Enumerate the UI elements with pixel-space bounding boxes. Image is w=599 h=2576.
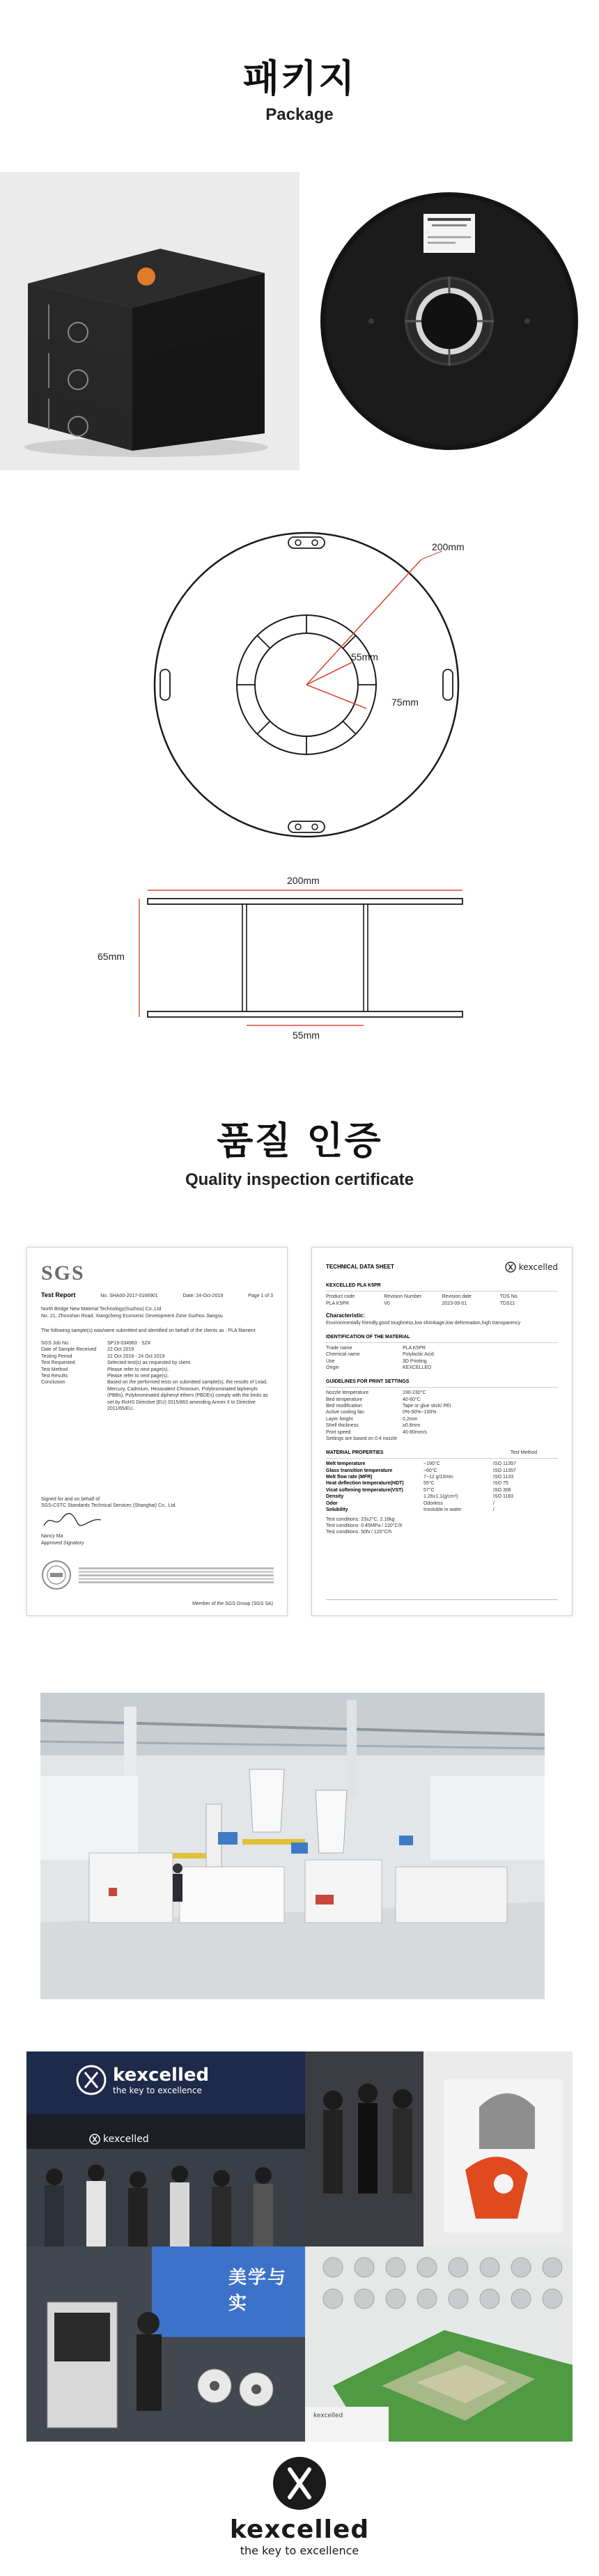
print-key: Active cooling fan (326, 1410, 364, 1415)
prop-key: Odor (326, 1500, 338, 1506)
props-head: Test Method (510, 1450, 537, 1455)
filament-spool-illustration (300, 172, 599, 470)
props-title: MATERIAL PROPERTIES (326, 1450, 384, 1455)
print-value: 0%-50%~100% (403, 1410, 437, 1415)
prop-method: ISO 306 (493, 1487, 511, 1493)
print-key: Shell thickness (326, 1423, 359, 1429)
prop-method: ISO 11357 (493, 1468, 516, 1473)
expo-collage (26, 2051, 573, 2442)
field-key: Conclusion (41, 1380, 65, 1386)
tds-table-head: TDS No. (499, 1294, 519, 1300)
expo-banner-brand: kexcelled (113, 2065, 210, 2086)
report-number: No. SHA00-2017-0166901 (100, 1294, 158, 1298)
inner-ring-label: 75mm (391, 697, 419, 708)
sgs-test-report (26, 1247, 288, 1616)
expo-banner-tag: the key to excellence (113, 2086, 202, 2095)
product-display-illustration (305, 2051, 573, 2247)
prop-method: ISO 1183 (493, 1494, 514, 1500)
prop-method: / (493, 1507, 495, 1513)
sgs-footer-note: Member of the SGS Group (SGS SA) (192, 1601, 273, 1606)
field-value: 22 Oct 2019 - 24 Oct 2019 (107, 1353, 165, 1359)
tds-table-cell: V0 (384, 1301, 390, 1306)
prop-key: Melt temperature (326, 1461, 366, 1467)
field-key: Test Results (41, 1373, 68, 1379)
prop-value: Odorless (423, 1500, 444, 1506)
prop-method: ISO 75 (493, 1481, 508, 1487)
spool-front-diagram (132, 526, 495, 860)
stacked-boxes-photo (0, 172, 300, 470)
tds-brand-word: kexcelled (518, 1262, 558, 1272)
company-line: No. 21, Zhoushan Road, Xiangcheng Economic Development Zone Suzhou Jiangsu (41, 1313, 223, 1319)
ident-title: IDENTIFICATION OF THE MATERIAL (326, 1334, 410, 1340)
print-value: Tape or glue stick/ PEI (403, 1404, 451, 1409)
expo-wall-text: 美学与实 (228, 2267, 288, 2314)
package-title-block (0, 49, 599, 125)
hub-diameter-label: 55mm (351, 651, 378, 662)
ident-key: Trade name (326, 1345, 352, 1351)
ident-key: Use (326, 1358, 335, 1364)
field-key: Testing Period (41, 1353, 72, 1359)
kexcelled-logo-icon (75, 2064, 107, 2096)
booth-brand-word: kexcelled (103, 2134, 149, 2145)
signatory-name: Nancy Ma (41, 1534, 63, 1539)
print-value: 40-80mm/s (403, 1429, 428, 1435)
prop-method: / (493, 1500, 495, 1506)
tds-note: Test conditions: 23±2°C, 2.16kg (326, 1516, 395, 1522)
spool-photo (300, 172, 599, 470)
sgs-seal-icon (41, 1560, 72, 1590)
kexcelled-logo-icon (505, 1262, 516, 1273)
prop-value: 7~12 g/10min (423, 1474, 453, 1480)
footer-brand-wordmark: kexcelled (229, 2515, 370, 2544)
report-date: Date: 24-Oct-2019 (182, 1294, 224, 1298)
prop-value: 1.26±1.1(g/cm³) (423, 1494, 458, 1500)
tds-table-cell: TDS11 (499, 1301, 515, 1306)
print-value: ≥0.8mm (403, 1423, 421, 1429)
expo-product-display-photo (305, 2051, 573, 2247)
spool-front-dimension-drawing (132, 526, 495, 860)
prop-key: Vicat softening temperature(VST) (326, 1487, 403, 1493)
ident-key: Origin (326, 1365, 339, 1371)
tds-table-head: Revision date (442, 1294, 472, 1300)
field-value: SP19-034963 - SZ# (107, 1340, 150, 1346)
footer-brand-tagline: the key to excellence (240, 2544, 359, 2557)
stacked-boxes-illustration (0, 172, 300, 470)
print-key: Print speed (326, 1429, 351, 1435)
tds-note: Test conditions: 50N / 120°C/h (326, 1530, 392, 1535)
factory-illustration (40, 1693, 545, 1999)
prop-key: Melt flow rate (MFR) (326, 1474, 373, 1480)
tds-table-cell: 2023-09-01 (442, 1301, 467, 1306)
expo-booth-crowd-photo (26, 2051, 305, 2247)
prop-key: Density (326, 1494, 344, 1500)
tds-note: Test conditions: 0.45MPa / 120°C/h (326, 1523, 403, 1529)
print-key: Bed temperature (326, 1397, 363, 1402)
prop-value: ~60°C (423, 1468, 437, 1473)
characteristic-title: Characteristic: (326, 1312, 366, 1319)
prop-value: 57°C (423, 1487, 435, 1493)
tds-table-head: Product code (326, 1294, 355, 1300)
factory-production-photo (40, 1693, 545, 1999)
field-key: Test Requested (41, 1360, 75, 1366)
ident-value: Polylactic Acid (403, 1352, 434, 1358)
prop-key: Solubility (326, 1507, 348, 1513)
tds-brand (505, 1262, 558, 1273)
quality-title-en: Quality inspection certificate (185, 1170, 414, 1189)
report-intro: The following sample(s) was/were submitted and identified on behalf of the clients as : PLA filament (41, 1328, 256, 1334)
prop-key: Heat deflection temperature(HDT) (326, 1481, 404, 1487)
tds-table-head: Revision Number (384, 1294, 421, 1300)
print-key: Nozzle temperature (326, 1390, 369, 1396)
print-value: 0.2mm (403, 1416, 418, 1422)
report-heading: Test Report (41, 1291, 76, 1298)
print-title: GUIDELINES FOR PRINT SETTINGS (326, 1379, 410, 1384)
prop-method: ISO 11357 (493, 1461, 516, 1467)
tds-table-cell: PLA K5PR (326, 1301, 350, 1306)
model-display-illustration (305, 2247, 573, 2442)
kexcelled-logo-icon (272, 2455, 327, 2511)
prop-value: 55°C (423, 1481, 435, 1487)
print-value: 40-60°C (403, 1397, 421, 1402)
signature-mark (41, 1512, 104, 1530)
width-top-label: 200mm (287, 875, 320, 886)
field-value: Please refer to next page(s). (107, 1373, 169, 1379)
ident-value: KEXCELLED (403, 1365, 432, 1371)
company-line: North Bridge New Material Technology(Suzhou) Co.,Ltd (41, 1307, 162, 1312)
print-key: Settings are based on 0.4 nozzle (326, 1436, 397, 1442)
technical-data-sheet (311, 1247, 573, 1616)
quality-title-block (0, 1111, 599, 1190)
package-title-ko: 패키지 (242, 56, 357, 100)
ident-value: 3D Printing (403, 1358, 427, 1364)
booth-brand-sign (89, 2134, 149, 2145)
ident-value: PLA K5PR (403, 1345, 426, 1351)
field-key: Test Method (41, 1367, 68, 1372)
field-value: 22 Oct 2019 (107, 1347, 134, 1353)
package-title-en: Package (265, 105, 334, 124)
prop-key: Glass transition temperature (326, 1468, 393, 1473)
characteristic-text: Environmentally friendly,good toughness,low shrinkage,low deformation,high transparency (326, 1321, 521, 1326)
field-key: SGS Job No. (41, 1340, 70, 1346)
print-key: Layer height (326, 1416, 353, 1422)
quality-title-ko: 품질 인증 (217, 1119, 382, 1163)
spool-side-dimension-drawing (98, 871, 501, 1045)
sgs-logo: SGS (41, 1262, 85, 1285)
footer-brand-logo (0, 2455, 599, 2574)
print-key: Bed modification (326, 1404, 362, 1409)
ident-key: Chemical name (326, 1352, 360, 1358)
signatory-title: Approved Signatory (41, 1540, 84, 1546)
signed-company: SGS-CSTC Standards Technical Services (Shanghai) Co., Ltd. (41, 1503, 177, 1508)
tds-heading: TECHNICAL DATA SHEET (326, 1263, 394, 1270)
report-page: Page 1 of 3 (248, 1294, 273, 1298)
signed-line: Signed for and on behalf of (41, 1496, 100, 1502)
print-value: 190-230°C (403, 1390, 426, 1396)
width-bottom-label: 55mm (293, 1030, 320, 1041)
crowd-silhouettes (26, 2149, 305, 2247)
expo-stand-brand: kexcelled (313, 2412, 343, 2419)
field-value: Selected test(s) as requested by client. (107, 1360, 192, 1366)
outer-diameter-label: 200mm (432, 541, 465, 552)
prop-method: ISO 1133 (493, 1474, 514, 1480)
field-value: Based on the performed tests on submitted sample(s), the results of Lead, Mercury, Cadmium, Hexavalent Chromium, Polybrominated biphenyls (PBBs), Polybrominated diphenyl ethers (PBDEs) comply with the limits as set by RoHS Directive (EU) 2015/863 amending Annex II to Directive 2011/65/EU. (107, 1380, 268, 1412)
field-value: Please refer to next page(s). (107, 1367, 169, 1372)
expo-model-display-photo (305, 2247, 573, 2442)
spool-side-diagram (98, 871, 501, 1045)
prop-value: ~190°C (423, 1461, 440, 1467)
prop-value: Insoluble in water (423, 1507, 462, 1513)
height-side-label: 65mm (98, 951, 125, 962)
expo-printer-photo (26, 2247, 305, 2442)
kexcelled-logo-icon (89, 2134, 100, 2145)
field-key: Date of Sample Received (41, 1347, 97, 1353)
tds-product-line: KEXCELLED PLA K5PR (326, 1283, 381, 1288)
